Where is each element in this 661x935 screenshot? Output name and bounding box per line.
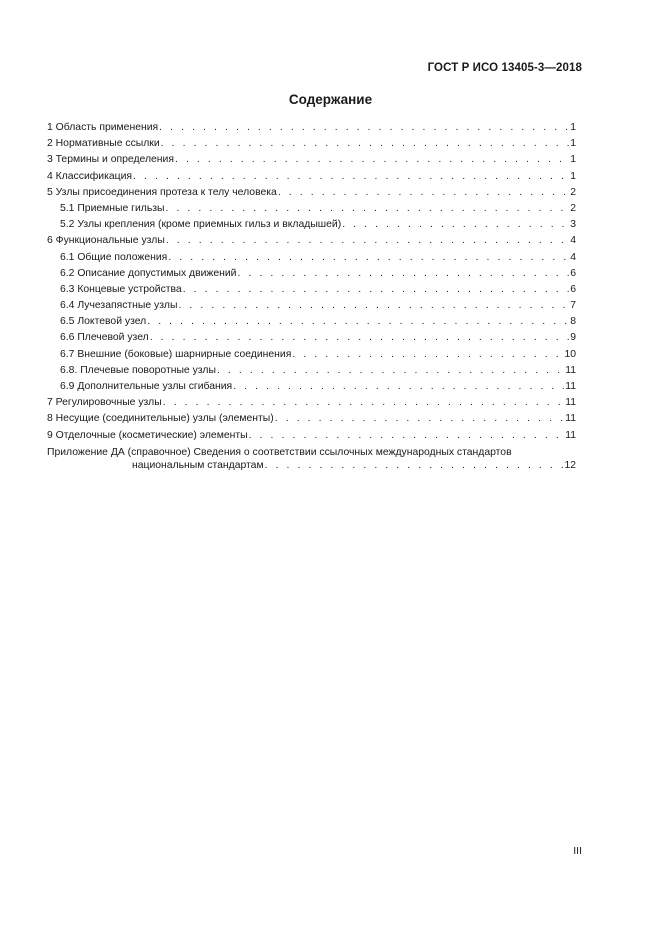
toc-leader-dots bbox=[217, 363, 564, 379]
toc-leader-dots bbox=[342, 217, 569, 233]
toc-entry-label: 1 Область применения bbox=[47, 122, 159, 133]
toc-leader-dots bbox=[183, 282, 570, 298]
toc-entry-8[interactable] bbox=[47, 411, 576, 427]
toc-entry-page: 7 bbox=[570, 300, 576, 312]
toc-entry-label: 6.8. Плечевые поворотные узлы bbox=[60, 364, 216, 376]
toc-entry-label: 6.2 Описание допустимых движений bbox=[60, 267, 237, 279]
toc-entry-6-6[interactable] bbox=[47, 330, 576, 346]
toc-entry-page: 4 bbox=[570, 251, 576, 263]
toc-entry-page: 11 bbox=[565, 397, 576, 409]
toc-entry-page: 1 bbox=[570, 122, 576, 133]
page-number: III bbox=[573, 845, 582, 857]
toc-entry-label: 7 Регулировочные узлы bbox=[47, 397, 162, 409]
table-of-contents bbox=[47, 120, 576, 472]
toc-entry-page: 11 bbox=[565, 429, 576, 441]
toc-entry-6-1[interactable] bbox=[47, 250, 576, 266]
toc-entry-page: 10 bbox=[564, 348, 576, 360]
toc-entry-1[interactable] bbox=[47, 120, 576, 136]
toc-leader-dots bbox=[147, 314, 569, 330]
toc-entry-label: 6.6 Плечевой узел bbox=[60, 332, 149, 344]
toc-entry-5[interactable] bbox=[47, 185, 576, 201]
toc-entry-2[interactable] bbox=[47, 136, 576, 152]
document-code: ГОСТ Р ИСО 13405-3—2018 bbox=[427, 62, 582, 74]
toc-entry-page: 3 bbox=[570, 219, 576, 231]
toc-annex-subtitle: национальным стандартам bbox=[132, 459, 264, 471]
toc-leader-dots bbox=[249, 428, 565, 444]
toc-entry-5-1[interactable] bbox=[47, 201, 576, 217]
toc-annex-continuation bbox=[47, 459, 576, 472]
toc-entry-6-8[interactable] bbox=[47, 363, 576, 379]
toc-entry-4[interactable] bbox=[47, 169, 576, 185]
toc-leader-dots bbox=[238, 266, 570, 282]
toc-entry-page: 6 bbox=[570, 267, 576, 279]
toc-leader-dots bbox=[133, 169, 569, 185]
toc-entry-page: 8 bbox=[570, 316, 576, 328]
toc-entry-label: 6.4 Лучезапястные узлы bbox=[60, 300, 178, 312]
toc-entry-page: 1 bbox=[570, 138, 576, 150]
toc-entry-label: 8 Несущие (соединительные) узлы (элементы) bbox=[47, 413, 274, 425]
toc-leader-dots bbox=[159, 120, 569, 136]
toc-entry-page: 1 bbox=[570, 170, 576, 182]
toc-annex-title: Приложение ДА (справочное) Сведения о соответствии ссылочных международных стандартов bbox=[47, 446, 512, 458]
toc-entry-label: 9 Отделочные (косметические) элементы bbox=[47, 429, 248, 441]
toc-entry-label: 4 Классификация bbox=[47, 170, 133, 182]
toc-entry-page: 11 bbox=[565, 364, 576, 376]
toc-leader-dots bbox=[150, 330, 570, 346]
toc-entry-page: 6 bbox=[570, 283, 576, 295]
toc-entry-6-3[interactable] bbox=[47, 282, 576, 298]
toc-entry-label: 5.2 Узлы крепления (кроме приемных гильз и вкладышей) bbox=[60, 219, 342, 231]
toc-entry-label: 3 Термины и определения bbox=[47, 154, 174, 166]
toc-entry-page: 12 bbox=[564, 459, 576, 471]
toc-leader-dots bbox=[165, 201, 569, 217]
toc-leader-dots bbox=[278, 185, 569, 201]
toc-leader-dots bbox=[233, 379, 564, 395]
toc-leader-dots bbox=[275, 411, 564, 427]
toc-entry-page: 11 bbox=[565, 413, 576, 425]
toc-entry-6-2[interactable] bbox=[47, 266, 576, 282]
toc-entry-6-5[interactable] bbox=[47, 314, 576, 330]
toc-entry-label: 6.9 Дополнительные узлы сгибания bbox=[60, 381, 233, 392]
toc-entry-page: 1 bbox=[570, 154, 576, 166]
toc-entry-label: 6.7 Внешние (боковые) шарнирные соединения bbox=[60, 348, 292, 360]
toc-entry-6[interactable] bbox=[47, 233, 576, 249]
toc-entry-label: 2 Нормативные ссылки bbox=[47, 138, 160, 150]
toc-leader-dots bbox=[292, 347, 563, 363]
toc-entry-6-9[interactable] bbox=[47, 379, 576, 395]
toc-entry-label: 5.1 Приемные гильзы bbox=[60, 202, 165, 214]
toc-leader-dots bbox=[168, 250, 569, 266]
toc-entry-5-2[interactable] bbox=[47, 217, 576, 233]
toc-leader-dots bbox=[161, 136, 570, 152]
toc-entry-page: 11 bbox=[565, 381, 576, 392]
toc-entry-3[interactable] bbox=[47, 152, 576, 168]
toc-leader-dots bbox=[163, 395, 564, 411]
toc-entry-9[interactable] bbox=[47, 428, 576, 444]
toc-entry-6-7[interactable] bbox=[47, 347, 576, 363]
toc-entry-page: 2 bbox=[570, 186, 576, 198]
toc-entry-page: 4 bbox=[570, 235, 576, 247]
toc-entry-label: 6 Функциональные узлы bbox=[47, 235, 165, 247]
toc-entry-6-4[interactable] bbox=[47, 298, 576, 314]
toc-entry-label: 6.5 Локтевой узел bbox=[60, 316, 147, 328]
toc-leader-dots bbox=[166, 233, 569, 249]
toc-leader-dots bbox=[178, 298, 569, 314]
toc-entry-page: 2 bbox=[570, 202, 576, 214]
toc-entry-label: 6.1 Общие положения bbox=[60, 251, 168, 263]
toc-entry-label: 6.3 Концевые устройства bbox=[60, 283, 182, 295]
toc-leader-dots bbox=[265, 459, 564, 472]
toc-entry-page: 9 bbox=[570, 332, 576, 344]
toc-entry-label: 5 Узлы присоединения протеза к телу человека bbox=[47, 186, 277, 198]
toc-leader-dots bbox=[175, 152, 569, 168]
toc-title: Содержание bbox=[288, 92, 373, 107]
toc-entry-annex[interactable] bbox=[47, 446, 576, 472]
toc-entry-7[interactable] bbox=[47, 395, 576, 411]
